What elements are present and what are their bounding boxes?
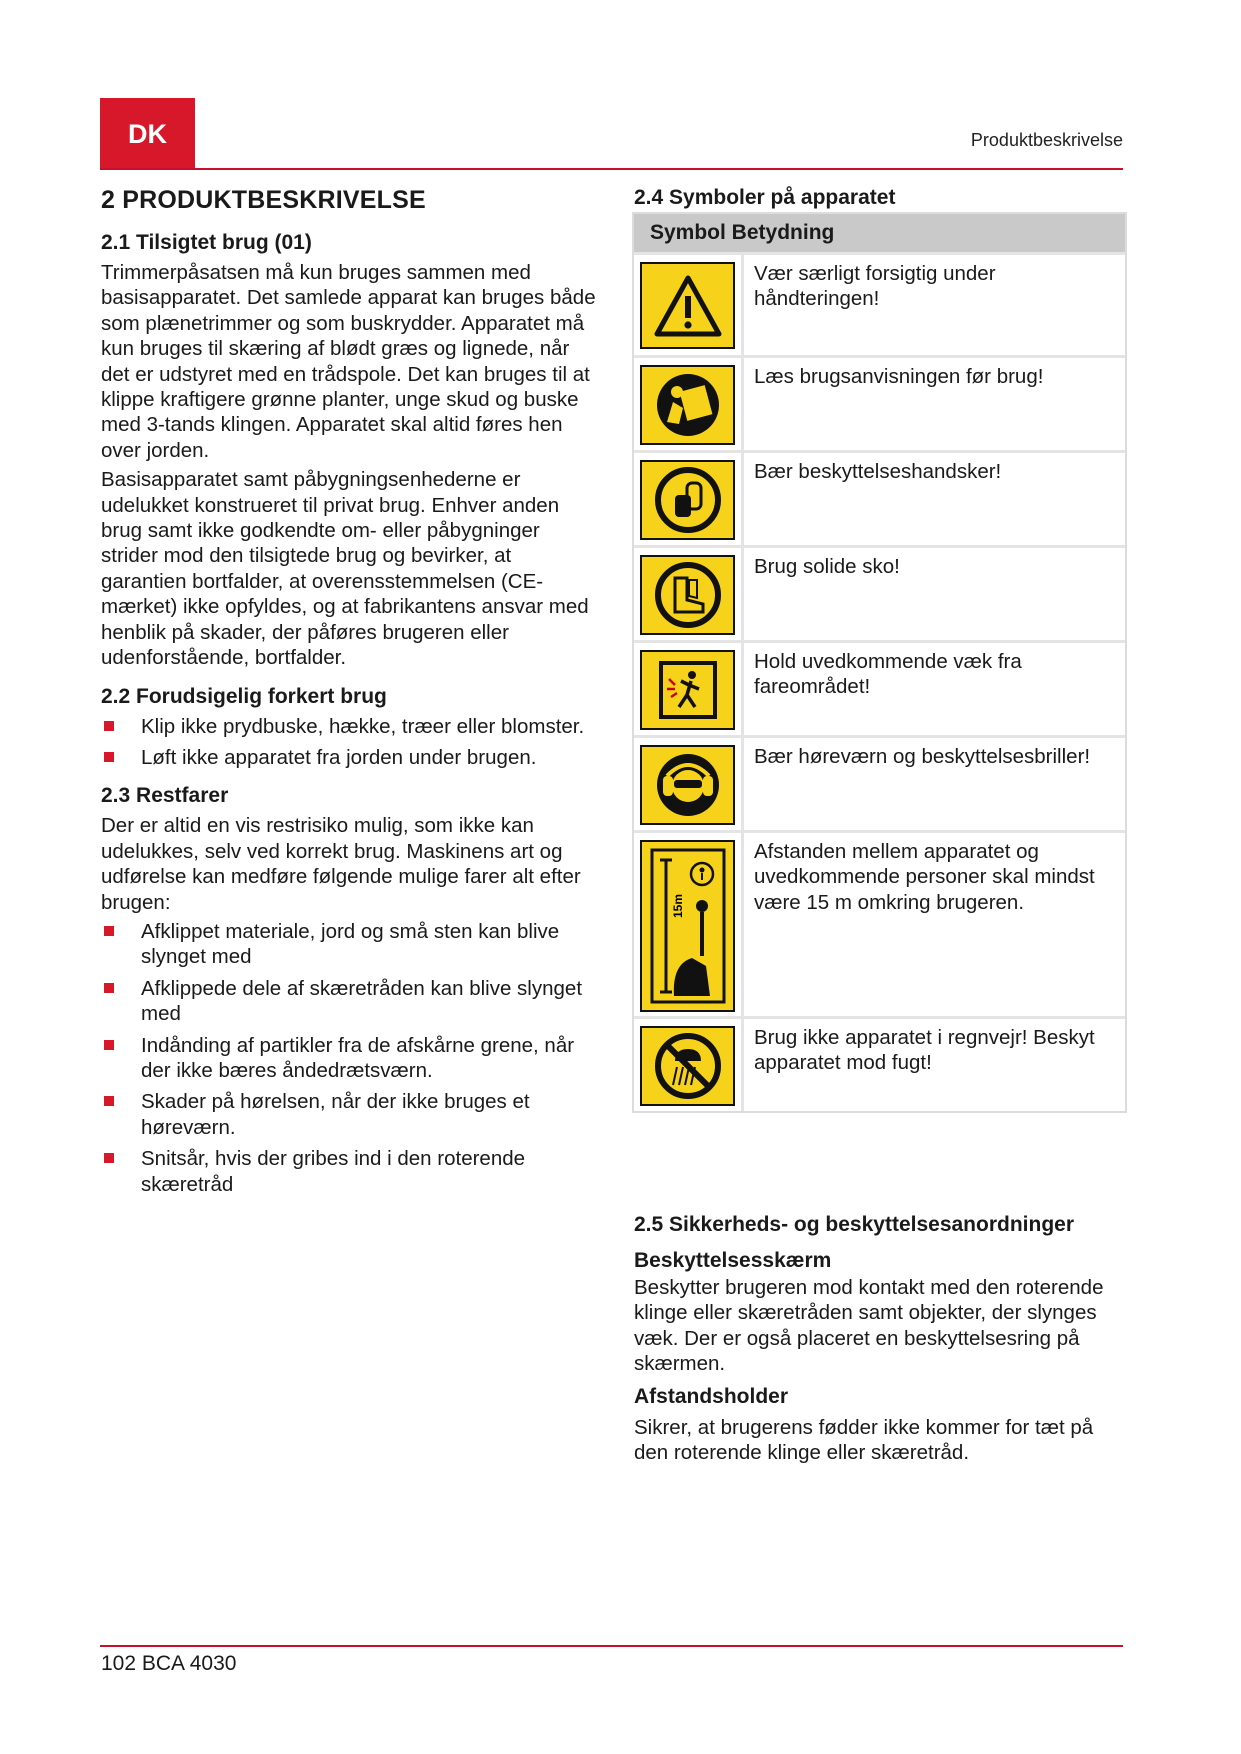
page-footer: 102 BCA 4030 — [101, 1652, 237, 1675]
right-column — [634, 186, 1124, 210]
table-row — [634, 640, 1125, 735]
protective-shield-subtitle: Beskyttelsesskærm — [634, 1249, 832, 1272]
table-row — [634, 1016, 1125, 1111]
chapter-title: 2 PRODUKTBESKRIVELSE — [101, 186, 426, 214]
symbol-table — [632, 212, 1127, 1113]
table-row — [634, 830, 1125, 1016]
bullet-square-icon — [104, 1096, 114, 1106]
bullet-square-icon — [104, 1153, 114, 1163]
warning-triangle-icon — [640, 262, 735, 349]
symbol-meaning: Hold uvedkommende væk fra fareområdet! — [754, 650, 1022, 699]
list-item: Snitsår, hvis der gribes ind i den roterende skæretråd — [101, 1146, 601, 1197]
spacer-subtitle: Afstandsholder — [634, 1384, 789, 1408]
table-row — [634, 450, 1125, 545]
section-2-1-para-2: Basisapparatet samt påbygningsenhederne er udelukket konstrueret til privat brug. Enhver anden brug samt ikke godkendte om- eller påbygninger strider mod den tilsigtede brug og bevirker, at garantien bortfalder, at overensstemmelsen (CE-mærket) ikke opfyldes, og at fabrikantens ansvar med henblik på skader, der påføres brugeren eller udenforstående, bortfalder. — [101, 468, 589, 670]
list-item: Afklippet materiale, jord og små sten kan blive slynget med — [101, 919, 601, 970]
symbol-meaning: Læs brugsanvisningen før brug! — [754, 365, 1044, 388]
no-rain-icon — [640, 1026, 735, 1106]
keep-away-icon — [640, 650, 735, 730]
ear-eye-protection-icon — [640, 745, 735, 825]
table-row — [634, 355, 1125, 450]
residual-risk-list — [101, 919, 601, 1197]
spacer-text: Sikrer, at brugerens fødder ikke kommer for tæt på den roterende klinge eller skæretråd. — [634, 1415, 1094, 1465]
footer-rule — [100, 1645, 1123, 1647]
section-2-5 — [634, 1213, 1129, 1465]
running-header: Produktbeskrivelse — [970, 130, 1123, 150]
header-rule — [100, 168, 1123, 170]
misuse-list — [101, 714, 601, 771]
table-row — [634, 545, 1125, 640]
distance-15m-icon — [640, 840, 735, 1012]
symbol-meaning: Bær beskyttelseshandsker! — [754, 460, 1002, 483]
list-item: Indånding af partikler fra de afskårne grene, når der ikke bæres åndedrætsværn. — [101, 1033, 601, 1084]
bullet-square-icon — [104, 752, 114, 762]
list-item: Klip ikke prydbuske, hække, træer eller blomster. — [101, 714, 601, 739]
list-item: Afklippede dele af skæretråden kan blive slynget med — [101, 976, 601, 1027]
symbol-meaning: Brug solide sko! — [754, 555, 900, 578]
distance-label: 15m — [670, 893, 685, 918]
protective-shield-text: Beskytter brugeren mod kontakt med den roterende klinge eller skæretråden samt objekter, der slynges væk. Der er også placeret en beskyttelsesring på skærmen. — [634, 1276, 1104, 1376]
symbol-meaning: Vær særligt forsigtig under håndteringen! — [754, 262, 996, 311]
section-2-5-title: 2.5 Sikkerheds- og beskyttelsesanordninger — [634, 1213, 1074, 1236]
symbol-table-header: Symbol Betydning — [634, 214, 1125, 252]
symbol-meaning: Afstanden mellem apparatet og uvedkommende personer skal mindst være 15 m omkring brugeren. — [754, 840, 1095, 914]
symbol-meaning: Bær høreværn og beskyttelsesbriller! — [754, 745, 1091, 768]
section-2-1-title: 2.1 Tilsigtet brug (01) — [101, 231, 312, 254]
bullet-square-icon — [104, 721, 114, 731]
left-column — [101, 186, 601, 1203]
section-2-1-para-1: Trimmerpåsatsen må kun bruges sammen med basisapparatet. Det samlede apparat kan bruges både som plænetrimmer og som buskrydder. Apparatet må kun bruges til skæring af blødt græs og lignede, når det er udstyret med en trådspole. Det kan bruges til at klippe kraftigere grønne planter, unge skud og buske med 3-tands klingen. Apparatet skal altid føres hen over jorden. — [101, 261, 596, 462]
section-2-2-title: 2.2 Forudsigelig forkert brug — [101, 684, 387, 708]
list-item: Løft ikke apparatet fra jorden under brugen. — [101, 745, 601, 770]
read-manual-icon — [640, 365, 735, 445]
symbol-meaning: Brug ikke apparatet i regnvejr! Beskyt apparatet mod fugt! — [754, 1026, 1095, 1075]
section-2-3-para: Der er altid en vis restrisiko mulig, som ikke kan udelukkes, selv ved korrekt brug. Maskinens art og udførelse kan medføre følgende mulige farer alt efter brugen: — [101, 814, 581, 914]
table-row — [634, 735, 1125, 830]
bullet-square-icon — [104, 926, 114, 936]
language-badge: DK — [100, 98, 195, 170]
list-item: Skader på hørelsen, når der ikke bruges et høreværn. — [101, 1089, 601, 1140]
section-2-3-title: 2.3 Restfarer — [101, 784, 229, 808]
section-2-4-title: 2.4 Symboler på apparatet — [634, 186, 896, 209]
boots-icon — [640, 555, 735, 635]
table-row — [634, 252, 1125, 355]
bullet-square-icon — [104, 983, 114, 993]
gloves-icon — [640, 460, 735, 540]
bullet-square-icon — [104, 1040, 114, 1050]
